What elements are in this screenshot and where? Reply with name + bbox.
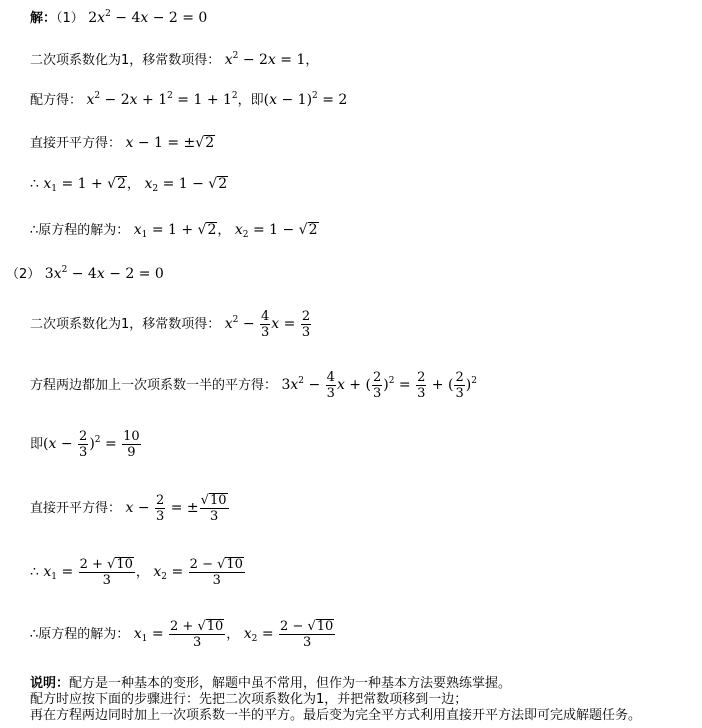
part2-step3-math: (x − $\frac{2}{3}$ )$^2$ = $\frac{10}{9}$ xyxy=(43,428,140,460)
part2-step6 xyxy=(30,614,336,655)
part1-step1-tail: ， xyxy=(305,53,319,68)
part2-step4-text: 直接开平方得： xyxy=(30,501,122,516)
part1-step3-text: 直接开平方得： xyxy=(30,136,122,151)
part1-step2-mid: ，即 xyxy=(237,93,264,108)
part1-step4-math-b: $x_2 = 1 - √2$ xyxy=(144,176,228,194)
note-label: 说明： xyxy=(30,676,70,691)
part2-step6-text: ∴原方程的解为： xyxy=(30,627,130,642)
part2-step4 xyxy=(30,488,230,529)
part1-step2-math: $x^2 - 2x + 1^2 = 1 + 1^2$ xyxy=(86,91,238,108)
part1-step1 xyxy=(30,52,318,69)
part2-step5-math-a: ∴ $x_1$ = $\frac{2 + √10}{3}$ xyxy=(30,556,133,588)
part2-step1 xyxy=(30,304,312,345)
part1-step5 xyxy=(30,222,319,239)
note-text-3: 再在方程两边同时加上一次项系数一半的平方。最后变为完全平方式利用直接开平方法即可完成解题任务。 xyxy=(30,708,642,723)
part2-heading xyxy=(6,266,164,283)
part1-step3-math: x − 1 = ±√2 xyxy=(125,135,215,151)
note-line-2 xyxy=(30,692,467,708)
part1-step3 xyxy=(30,135,215,152)
part2-step2-text: 方程两边都加上一次项系数一半的平方得： xyxy=(30,378,278,393)
part1-step5-math-a: $x_1 = 1 + √2$ xyxy=(133,222,217,240)
part2-step6-math-b: $x_2$ = $\frac{2 - √10}{3}$ xyxy=(243,618,334,650)
part1-step2-math2: $(x - 1)^2 = 2$ xyxy=(263,91,348,108)
part2-step6-math-a: $x_1$ = $\frac{2 + √10}{3}$ xyxy=(133,618,224,650)
part1-step1-text: 二次项系数化为1，移常数项得： xyxy=(30,53,221,68)
solution-label: 解： xyxy=(30,11,57,26)
part2-number: （2） xyxy=(6,267,41,282)
part2-step5-sep: ， xyxy=(135,565,149,580)
part2-step2-math: $3x^2$ − $\frac{4}{3}$ x + ( $\frac{2}{3}$ )$^2$ = $\frac{2}{3}$ + ( $\frac{2}{3}$ )$^2$ xyxy=(281,369,477,401)
part2-step2 xyxy=(30,365,477,406)
part1-step5-sep: ， xyxy=(217,223,231,238)
part2-step5 xyxy=(30,552,246,593)
part2-step1-math: $x^2$ − $\frac{4}{3}$ x = $\frac{2}{3}$ xyxy=(224,308,311,340)
note-line-3 xyxy=(30,708,641,724)
part1-equation: $2x^2 - 4x - 2 = 0$ xyxy=(88,9,208,26)
part1-step4 xyxy=(30,176,228,193)
note-line-1 xyxy=(30,676,511,692)
note-text-1: 配方是一种基本的变形，解题中虽不常用，但作为一种基本方法要熟练掌握。 xyxy=(69,676,512,691)
part2-step1-text: 二次项系数化为1，移常数项得： xyxy=(30,317,221,332)
part2-step3-text: 即 xyxy=(30,437,44,452)
part1-step4-math-a: ∴ $x_1 = 1 + √2$ xyxy=(30,176,127,194)
part1-step4-sep: ， xyxy=(127,177,141,192)
part2-step3 xyxy=(30,424,142,465)
part2-equation: $3x^2 - 4x - 2 = 0$ xyxy=(44,265,164,282)
part1-heading xyxy=(30,10,207,27)
part1-step1-math: $x^2 - 2x = 1$ xyxy=(224,51,306,68)
part2-step6-sep: ， xyxy=(226,627,240,642)
part1-number: （1） xyxy=(56,11,84,26)
part1-step5-math-b: $x_2 = 1 - √2$ xyxy=(234,222,318,240)
part2-step5-math-b: $x_2$ = $\frac{2 - √10}{3}$ xyxy=(153,556,243,588)
part1-step2-text: 配方得： xyxy=(30,93,83,108)
part2-step4-math: x − $\frac{2}{3}$ = ± $\frac{√10}{3}$ xyxy=(125,492,227,524)
part1-step2 xyxy=(30,92,347,109)
note-text-2: 配方时应按下面的步骤进行：先把二次项系数化为1，并把常数项移到一边； xyxy=(30,692,468,707)
part1-step5-text: ∴原方程的解为： xyxy=(30,223,130,238)
